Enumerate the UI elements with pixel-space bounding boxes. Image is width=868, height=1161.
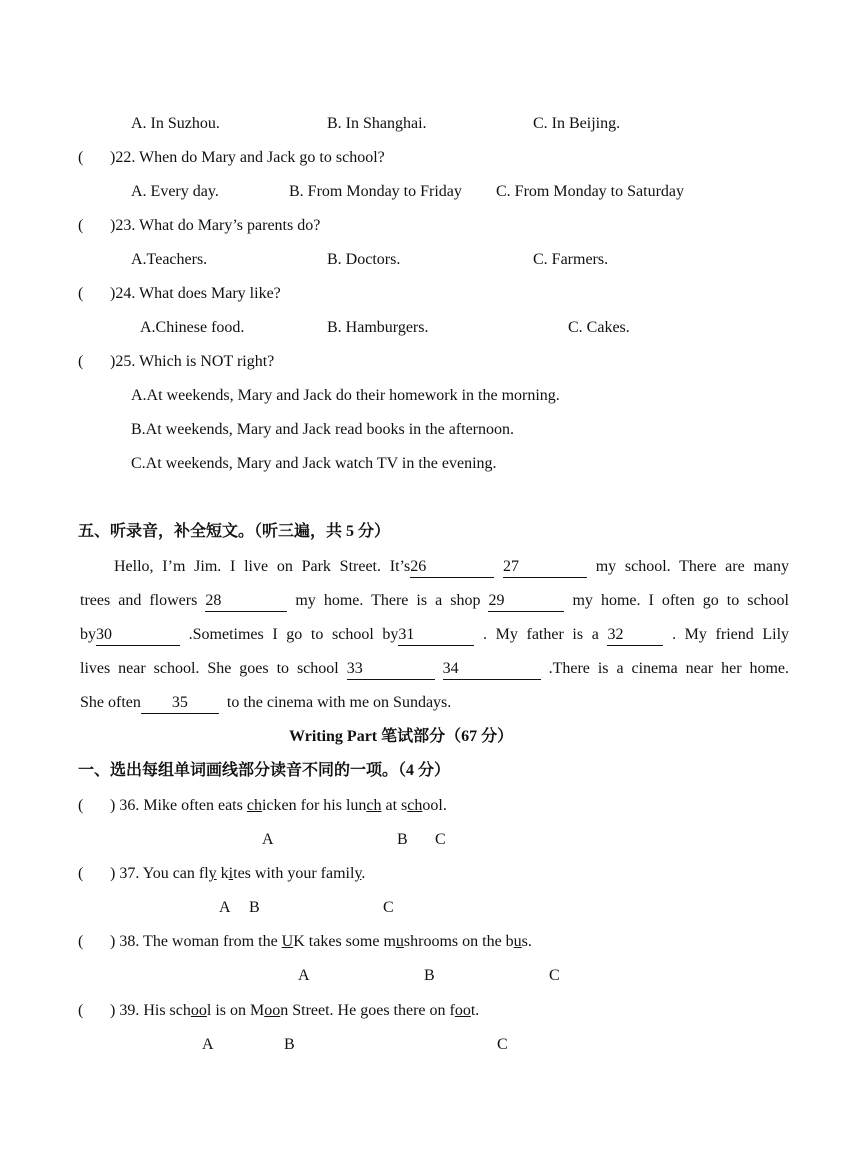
q21-option-c: C. In Beijing.: [533, 115, 621, 132]
passage-line-4: [0, 657, 868, 681]
q22-option-c: C. From Monday to Saturday: [496, 183, 684, 200]
q24-option-c: C. Cakes.: [568, 319, 630, 336]
underlined-part-a: oo: [190, 1002, 207, 1019]
q25-option-c-line: [0, 452, 868, 476]
q24-stem: )24. What does Mary like?: [110, 285, 281, 302]
underlined-part-a: U: [281, 933, 294, 950]
q23-option-a: A.Teachers.: [131, 251, 208, 268]
q23-stem-line: [0, 214, 868, 238]
blank-32[interactable]: 32: [607, 625, 663, 646]
q23-stem: )23. What do Mary’s parents do?: [110, 217, 321, 234]
q22-option-b: B. From Monday to Friday: [289, 183, 462, 200]
label-a: A: [262, 831, 274, 848]
q24-stem-line: [0, 282, 868, 306]
label-b: B: [424, 967, 435, 984]
answer-paren: (: [78, 797, 84, 814]
q36-labels: [0, 828, 868, 852]
q25-option-a-line: [0, 384, 868, 408]
answer-paren: (: [78, 1002, 84, 1019]
label-c: C: [435, 831, 446, 848]
q38-sentence: ) 38. The woman from the UK takes some mushrooms on the bus.: [110, 933, 532, 950]
underlined-part-c: y: [354, 865, 362, 882]
label-a: A: [202, 1036, 214, 1053]
q37-labels: [0, 896, 868, 920]
blank-34[interactable]: 34: [443, 659, 541, 680]
label-c: C: [497, 1036, 508, 1053]
passage-line-3-text: by30 .Sometimes I go to school by31 . My father is a 32 . My friend Lily: [80, 623, 789, 647]
underlined-part-b: ch: [366, 797, 382, 814]
label-b: B: [284, 1036, 295, 1053]
q24-option-a: A.Chinese food.: [140, 319, 245, 336]
underlined-part-c: ch: [407, 797, 423, 814]
q39-labels: [0, 1033, 868, 1057]
q38-labels: [0, 964, 868, 988]
answer-paren: (: [78, 865, 84, 882]
passage-line-1-text: Hello, I’m Jim. I live on Park Street. It’s26 27 my school. There are many: [80, 555, 789, 579]
underlined-part-a: y: [208, 865, 217, 882]
label-a: A: [219, 899, 231, 916]
q25-option-a: A.At weekends, Mary and Jack do their homework in the morning.: [131, 387, 560, 404]
q25-stem: )25. Which is NOT right?: [110, 353, 275, 370]
writing-title-line: [0, 725, 868, 749]
section5-heading-line: [0, 520, 868, 544]
underlined-part-b: i: [228, 865, 234, 882]
blank-28[interactable]: 28: [205, 591, 287, 612]
q22-options: [0, 180, 868, 204]
part1-heading: 一、选出每组单词画线部分读音不同的一项。（4 分）: [78, 762, 451, 779]
q38-line: [0, 930, 868, 954]
passage-line-5-text: She often 35 to the cinema with me on Sundays.: [80, 691, 451, 715]
q23-option-c: C. Farmers.: [533, 251, 609, 268]
q21-option-b: B. In Shanghai.: [327, 115, 427, 132]
q37-line: [0, 862, 868, 886]
writing-part-title: Writing Part 笔试部分（67 分）: [289, 728, 514, 745]
label-c: C: [549, 967, 560, 984]
underlined-part-b: oo: [264, 1002, 281, 1019]
answer-paren: (: [78, 149, 84, 166]
underlined-part-b: u: [395, 933, 404, 950]
blank-35[interactable]: 35: [141, 693, 219, 714]
passage-line-1: [0, 555, 868, 579]
q22-option-a: A. Every day.: [131, 183, 219, 200]
blank-27[interactable]: 27: [503, 557, 587, 578]
q25-option-b: B.At weekends, Mary and Jack read books in the afternoon.: [131, 421, 514, 438]
passage-line-2-text: trees and flowers 28 my home. There is a shop 29 my home. I often go to school: [80, 589, 789, 613]
answer-paren: (: [78, 353, 84, 370]
q36-sentence: ) 36. Mike often eats chicken for his lunch at school.: [110, 797, 447, 814]
passage-line-2: [0, 589, 868, 613]
blank-29[interactable]: 29: [488, 591, 564, 612]
q24-option-b: B. Hamburgers.: [327, 319, 429, 336]
section5-heading: 五、听录音，补全短文。（听三遍，共 5 分）: [78, 523, 391, 540]
underlined-part-c: oo: [454, 1002, 471, 1019]
q23-option-b: B. Doctors.: [327, 251, 401, 268]
answer-paren: (: [78, 933, 84, 950]
blank-31[interactable]: 31: [398, 625, 474, 646]
blank-33[interactable]: 33: [347, 659, 435, 680]
underlined-part-c: u: [513, 933, 522, 950]
blank-30[interactable]: 30: [96, 625, 180, 646]
q21-option-a: A. In Suzhou.: [131, 115, 220, 132]
q37-sentence: ) 37. You can fly kites with your family.: [110, 865, 366, 882]
q39-sentence: ) 39. His school is on Moon Street. He goes there on foot.: [110, 1002, 480, 1019]
q25-option-c: C.At weekends, Mary and Jack watch TV in the evening.: [131, 455, 497, 472]
label-b: B: [249, 899, 260, 916]
label-b: B: [397, 831, 408, 848]
q21-options: [0, 112, 868, 136]
label-a: A: [298, 967, 310, 984]
q22-stem: )22. When do Mary and Jack go to school?: [110, 149, 385, 166]
answer-paren: (: [78, 285, 84, 302]
q25-stem-line: [0, 350, 868, 374]
blank-26[interactable]: 26: [410, 557, 494, 578]
q39-line: [0, 999, 868, 1023]
passage-line-3: [0, 623, 868, 647]
q22-stem-line: [0, 146, 868, 170]
label-c: C: [383, 899, 394, 916]
passage-line-5: [0, 691, 868, 715]
q25-option-b-line: [0, 418, 868, 442]
underlined-part-a: ch: [246, 797, 262, 814]
answer-paren: (: [78, 217, 84, 234]
passage-line-4-text: lives near school. She goes to school 33 34 .There is a cinema near her home.: [80, 657, 789, 681]
part1-heading-line: [0, 759, 868, 783]
q24-options: [0, 316, 868, 340]
q36-line: [0, 794, 868, 818]
q23-options: [0, 248, 868, 272]
